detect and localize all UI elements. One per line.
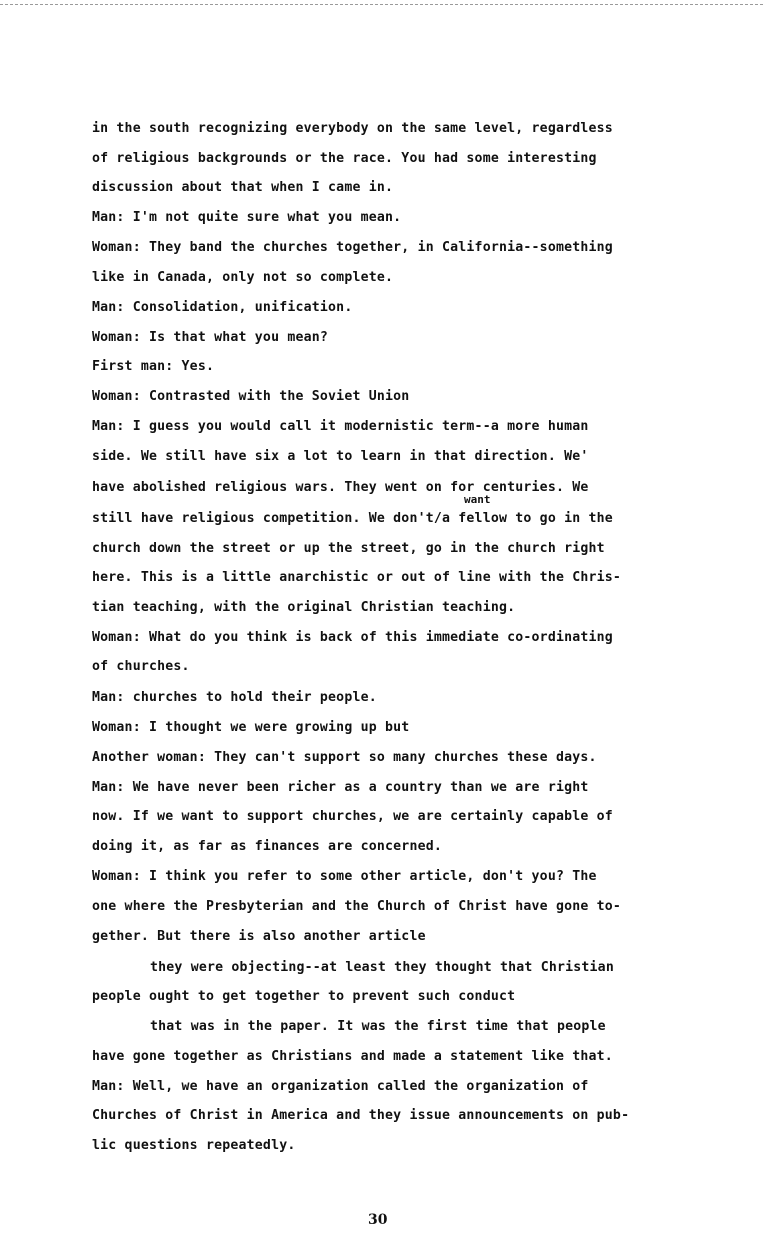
transcript-line: have gone together as Christians and made a statement like that. bbox=[92, 1049, 613, 1064]
transcript-line: like in Canada, only not so complete. bbox=[92, 270, 394, 285]
transcript-line: Woman: Contrasted with the Soviet Union bbox=[92, 389, 410, 404]
transcript-line: tian teaching, with the original Christian teaching. bbox=[92, 600, 516, 615]
transcript-line: church down the street or up the street, go in the church right bbox=[92, 541, 605, 556]
transcript-line: people ought to get together to prevent such conduct bbox=[92, 989, 516, 1004]
transcript-line: Woman: Is that what you mean? bbox=[92, 330, 329, 345]
transcript-line: here. This is a little anarchistic or out of line with the Chris- bbox=[92, 570, 622, 585]
transcript-line: Woman: What do you think is back of this immediate co-ordinating bbox=[92, 630, 613, 645]
transcript-line: gether. But there is also another article bbox=[92, 929, 426, 944]
transcript-line: Woman: They band the churches together, in California--something bbox=[92, 240, 613, 255]
transcript-line: Woman: I thought we were growing up but bbox=[92, 720, 410, 735]
transcript-line: Man: churches to hold their people. bbox=[92, 690, 377, 705]
transcript-line: one where the Presbyterian and the Church of Christ have gone to- bbox=[92, 899, 622, 914]
transcript-line: Man: I guess you would call it modernistic term--a more human bbox=[92, 419, 589, 434]
interlinear-insert: want bbox=[464, 493, 491, 506]
transcript-line: Churches of Christ in America and they issue announcements on pub- bbox=[92, 1108, 630, 1123]
transcript-line: in the south recognizing everybody on the same level, regardless bbox=[92, 121, 613, 136]
transcript-line: of churches. bbox=[92, 659, 190, 674]
transcript-line: Man: Consolidation, unification. bbox=[92, 300, 353, 315]
transcript-line: have abolished religious wars. They went on for centuries. We bbox=[92, 480, 589, 495]
transcript-line: doing it, as far as finances are concerned. bbox=[92, 839, 443, 854]
page-number: 30 bbox=[368, 1212, 388, 1228]
transcript-line: still have religious competition. We don't/a fellow to go in the bbox=[92, 511, 613, 526]
transcript-line: of religious backgrounds or the race. You had some interesting bbox=[92, 151, 597, 166]
transcript-line: they were objecting--at least they thought that Christian bbox=[150, 960, 614, 975]
transcript-line: First man: Yes. bbox=[92, 359, 215, 374]
transcript-line: Man: I'm not quite sure what you mean. bbox=[92, 210, 402, 225]
transcript-line: discussion about that when I came in. bbox=[92, 180, 394, 195]
transcript-line: that was in the paper. It was the first time that people bbox=[150, 1019, 606, 1034]
transcript-line: now. If we want to support churches, we are certainly capable of bbox=[92, 809, 613, 824]
transcript-line: lic questions repeatedly. bbox=[92, 1138, 296, 1153]
transcript-line: Man: Well, we have an organization called the organization of bbox=[92, 1079, 589, 1094]
transcript-line: Another woman: They can't support so many churches these days. bbox=[92, 750, 597, 765]
transcript-line: Woman: I think you refer to some other article, don't you? The bbox=[92, 869, 597, 884]
transcript-line: side. We still have six a lot to learn in that direction. We' bbox=[92, 449, 589, 464]
transcript-line: Man: We have never been richer as a country than we are right bbox=[92, 780, 589, 795]
